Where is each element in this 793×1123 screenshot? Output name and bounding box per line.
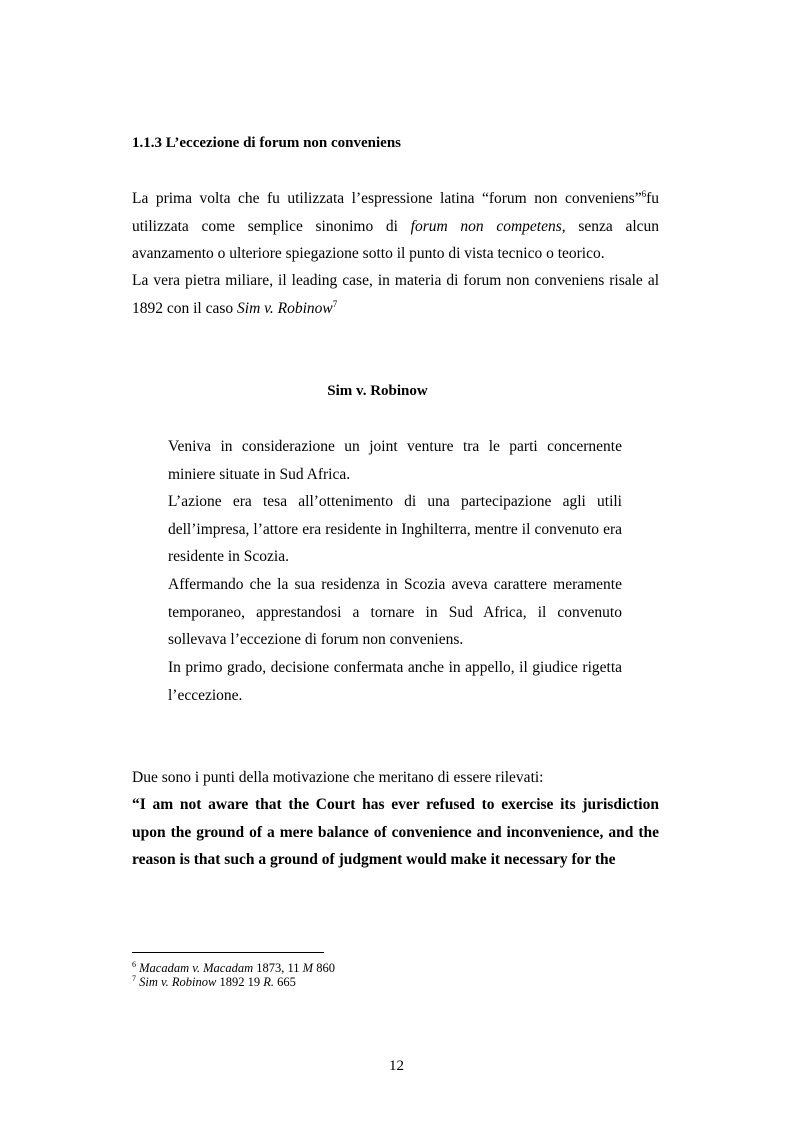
motivation-quote: “I am not aware that the Court has ever refused to exercise its jurisdiction upon the ground of a mere balance of convenience and inconvenience, and the reason is that such a ground of judgment would make it necessary for the [132,796,659,868]
intro-paragraph-2: La vera pietra miliare, il leading case, in materia di forum non conveniens risale al 1892 con il caso Sim v. Robinow$^7$ [132,272,659,317]
section-heading: 1.1.3 L’eccezione di forum non conveniens [132,135,402,151]
case-paragraph-3: Affermando che la sua residenza in Scozia aveva carattere meramente temporaneo, apprestandosi a tornare in Sud Africa, il convenuto sollevava l’eccezione di forum non conveniens. [168,576,622,648]
page-number: 12 [389,1058,404,1074]
case-title: Sim v. Robinow [327,383,428,399]
footnote-7: $^7$ Sim v. Robinow 1892 19 R. 665 [132,974,296,989]
intro-paragraph-1: La prima volta che fu utilizzata l’espressione latina “forum non conveniens”$^6$fu utilizzata come semplice sinonimo di forum non competens, senza alcun avanzamento o ulteriore spiegazione sotto il punto di vista tecnico o teorico. [132,189,660,262]
footnote-divider [132,952,324,953]
case-paragraph-4: In primo grado, decisione confermata anche in appello, il giudice rigetta l’eccezione. [168,659,622,704]
footnote-ref-7: 7 [332,298,338,309]
footnote-ref-6: 6 [641,189,647,199]
case-paragraph-1: Veniva in considerazione un joint venture tra le parti concernente miniere situate in Sud Africa. [168,438,622,483]
footnote-6: $^6$ Macadam v. Macadam 1873, 11 M 860 [132,960,335,975]
motivation-intro: Due sono i punti della motivazione che meritano di essere rilevati: [132,769,544,786]
case-paragraph-2: L’azione era tesa all’ottenimento di una partecipazione agli utili dell’impresa, l’attore era residente in Inghilterra, mentre il convenuto era residente in Scozia. [168,493,622,565]
